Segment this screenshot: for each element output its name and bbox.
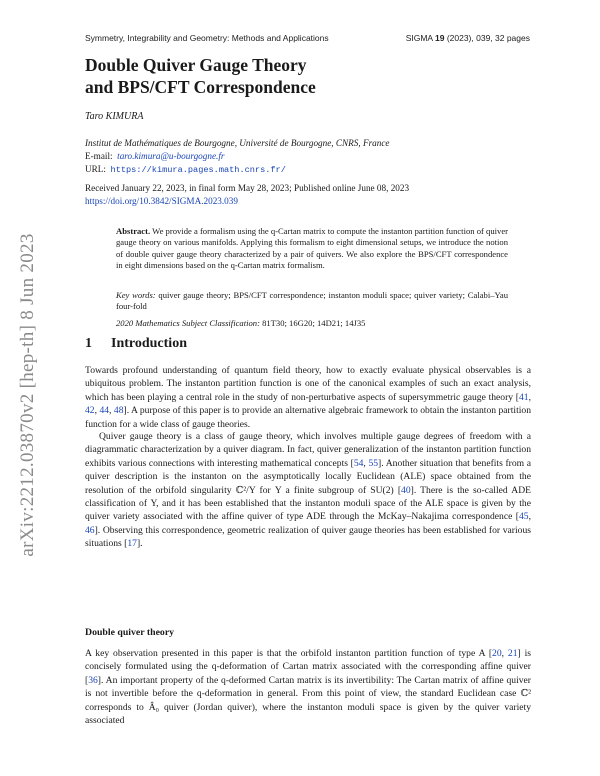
citation-link[interactable]: 42 <box>85 405 95 417</box>
msc-label: 2020 Mathematics Subject Classification: <box>116 318 260 328</box>
citation-link[interactable]: 36 <box>88 674 98 686</box>
citation-link[interactable]: 44 <box>99 405 110 417</box>
citation-link[interactable]: 55 <box>368 457 379 469</box>
citation-link[interactable]: 46 <box>85 524 95 536</box>
citation-prefix: SIGMA <box>405 33 435 43</box>
p2-text-b: ]. Another situation that benefits from a quiver description is the instanton on the asymptotically locally Euclidean (ALE) space obtained from the resolution of the orbifold singularity ℂ²/Υ for Υ a finite subgroup of SU(2) [ <box>85 457 531 496</box>
keywords <box>116 290 508 313</box>
doi-link[interactable]: https://doi.org/10.3842/SIGMA.2023.039 <box>85 196 238 206</box>
title-line-1: Double Quiver Gauge Theory <box>85 55 307 75</box>
journal-header: Symmetry, Integrability and Geometry: Methods and Applications <box>85 33 329 43</box>
subsection-heading: Double quiver theory <box>85 627 175 638</box>
p2-text-c: ]. There is the so-called ADE classification of Υ, and it has been established that the instanton moduli space of the ALE space is given by the quiver variety associated with the affine quiver of type ADE through the McKay–Nakajima correspondence [ <box>85 484 531 523</box>
arxiv-stamp <box>6 210 50 580</box>
citation-volume: 19 <box>434 33 445 43</box>
citation-link[interactable]: 20 <box>492 648 502 659</box>
paragraph-2: Quiver gauge theory is a class of gauge theory, which involves multiple gauge degrees of freedom with a diagrammatic characterization by a quiver diagram. In fact, quiver generalization of the instanton partition function exhibits various connections with interesting mathematical concepts [54, 55]. Another situation that benefits from a quiver description is the instanton on the asymptotically locally Euclidean (ALE) space obtained from the resolution of the orbifold singularity ℂ²/Υ for Υ a finite subgroup of SU(2) [40]. There is the so-called ADE classification of Υ, and it has been established that the instanton moduli space of the ALE space is given by the quiver variety associated with the affine quiver of type ADE through the McKay–Nakajima correspondence [45, 46]. Observing this correspondence, geometric realization of quiver gauge theories has been established for various situations [17]. <box>85 431 531 550</box>
affiliation: Institut de Mathématiques de Bourgogne, Université de Bourgogne, CNRS, France <box>85 138 390 148</box>
citation-link[interactable]: 41 <box>519 391 529 403</box>
citation-link[interactable]: 17 <box>127 538 137 550</box>
email-link[interactable]: taro.kimura@u-bourgogne.fr <box>117 151 225 161</box>
citation-link[interactable]: 40 <box>401 484 411 496</box>
paragraph-3: A key observation presented in this paper is that the orbifold instanton partition function of type A [20, 21] is concisely formulated using the q-deformation of Cartan matrix associated with the corresponding affine quiver [36]. An important property of the q-deformed Cartan matrix is its invertibility: The Cartan matrix of affine quiver is not invertible before the q-deformation in general. From this point of view, the standard Euclidean case ℂ² corresponds to Â₀ quiver (Jordan quiver), where the instanton moduli space is given by the quiver variety associated <box>85 648 531 727</box>
publication-dates: Received January 22, 2023, in final form May 28, 2023; Published online June 08, 2023 <box>85 183 410 193</box>
citation-link[interactable]: 21 <box>507 648 518 659</box>
email-label: E-mail: <box>85 151 113 161</box>
msc-classification <box>116 318 508 329</box>
citation-link[interactable]: 48 <box>113 405 124 417</box>
author: Taro KIMURA <box>85 111 144 122</box>
section-heading <box>85 336 187 352</box>
p3-text-a: A key observation presented in this paper is that the orbifold instanton partition function of type A [ <box>85 648 493 659</box>
arxiv-stamp-text: arXiv:2212.03870v2 [hep-th] 8 Jun 2023 <box>17 233 38 557</box>
citation-link[interactable]: 45 <box>519 511 529 523</box>
citation-link[interactable]: 54 <box>353 457 364 469</box>
p2-text-a: Quiver gauge theory is a class of gauge theory, which involves multiple gauge degrees of freedom with a diagrammatic characterization by a quiver diagram. In fact, quiver generalization of the instanton partition function exhibits various connections with interesting mathematical concepts [ <box>85 431 531 469</box>
msc-text: 81T30; 16G20; 14D21; 14J35 <box>259 318 366 328</box>
p1-text-a: Towards profound understanding of quantum field theory, how to exactly evaluate physical observables is a ubiquitous problem. The instanton partition function is one of the canonical examples of such an exact analysis, which has been playing a central role in the study of non-perturbative aspects of supersymmetric gauge theory [ <box>85 365 531 403</box>
p2-text-e: ]. <box>136 538 143 550</box>
section-number: 1 <box>85 336 92 351</box>
section-title: Introduction <box>111 336 187 351</box>
p2-text-d: ]. Observing this correspondence, geometric realization of quiver gauge theories has been established for various situations [ <box>85 524 531 550</box>
homepage-link[interactable]: https://kimura.pages.math.cnrs.fr/ <box>110 165 286 175</box>
p3-text-b: ] is concisely formulated using the q-deformation of Cartan matrix associated with the corresponding affine quiver [ <box>85 648 531 686</box>
url-line <box>85 163 525 177</box>
abstract-text: We provide a formalism using the q-Cartan matrix to compute the instanton partition function of quiver gauge theory on various manifolds. Applying this formalism to eight dimensional setups, we introduce the notion of double quiver gauge theory characterized by a pair of quivers. We also explore the BPS/CFT correspondence in eight dimensions based on the q-Cartan matrix formalism. <box>116 226 508 271</box>
paper-title <box>85 54 505 98</box>
p3-text-c: ]. An important property of the q-deformed Cartan matrix is its invertibility: The Cartan matrix of affine quiver is not invertible before the q-deformation in general. From this point of view, the standard Euclidean case ℂ² corresponds to Â₀ quiver (Jordan quiver), where the instanton moduli space is given by the quiver variety associated <box>85 674 531 727</box>
title-line-2: and BPS/CFT Correspondence <box>85 77 316 97</box>
p1-text-b: ]. A purpose of this paper is to provide an alternative algebraic framework to obtain the instanton partition function for a wide class of gauge theories. <box>85 405 532 430</box>
keywords-label: Key words: <box>116 290 156 300</box>
keywords-text: quiver gauge theory; BPS/CFT correspondence; instanton moduli space; quiver variety; Calabi–Yau four-fold <box>116 290 508 312</box>
abstract <box>116 226 508 272</box>
citation-suffix: (2023), 039, 32 pages <box>444 33 530 43</box>
abstract-label: Abstract. <box>116 226 151 236</box>
paragraph-1: Towards profound understanding of quantum field theory, how to exactly evaluate physical observables is a ubiquitous problem. The instanton partition function is one of the canonical examples of such an exact analysis, which has been playing a central role in the study of non-perturbative aspects of supersymmetric gauge theory [41, 42, 44, 48]. A purpose of this paper is to provide an alternative algebraic framework to obtain the instanton partition function for a wide class of gauge theories. <box>85 365 532 430</box>
email-line <box>85 150 525 163</box>
citation-header <box>406 33 530 43</box>
url-label: URL: <box>85 164 106 174</box>
